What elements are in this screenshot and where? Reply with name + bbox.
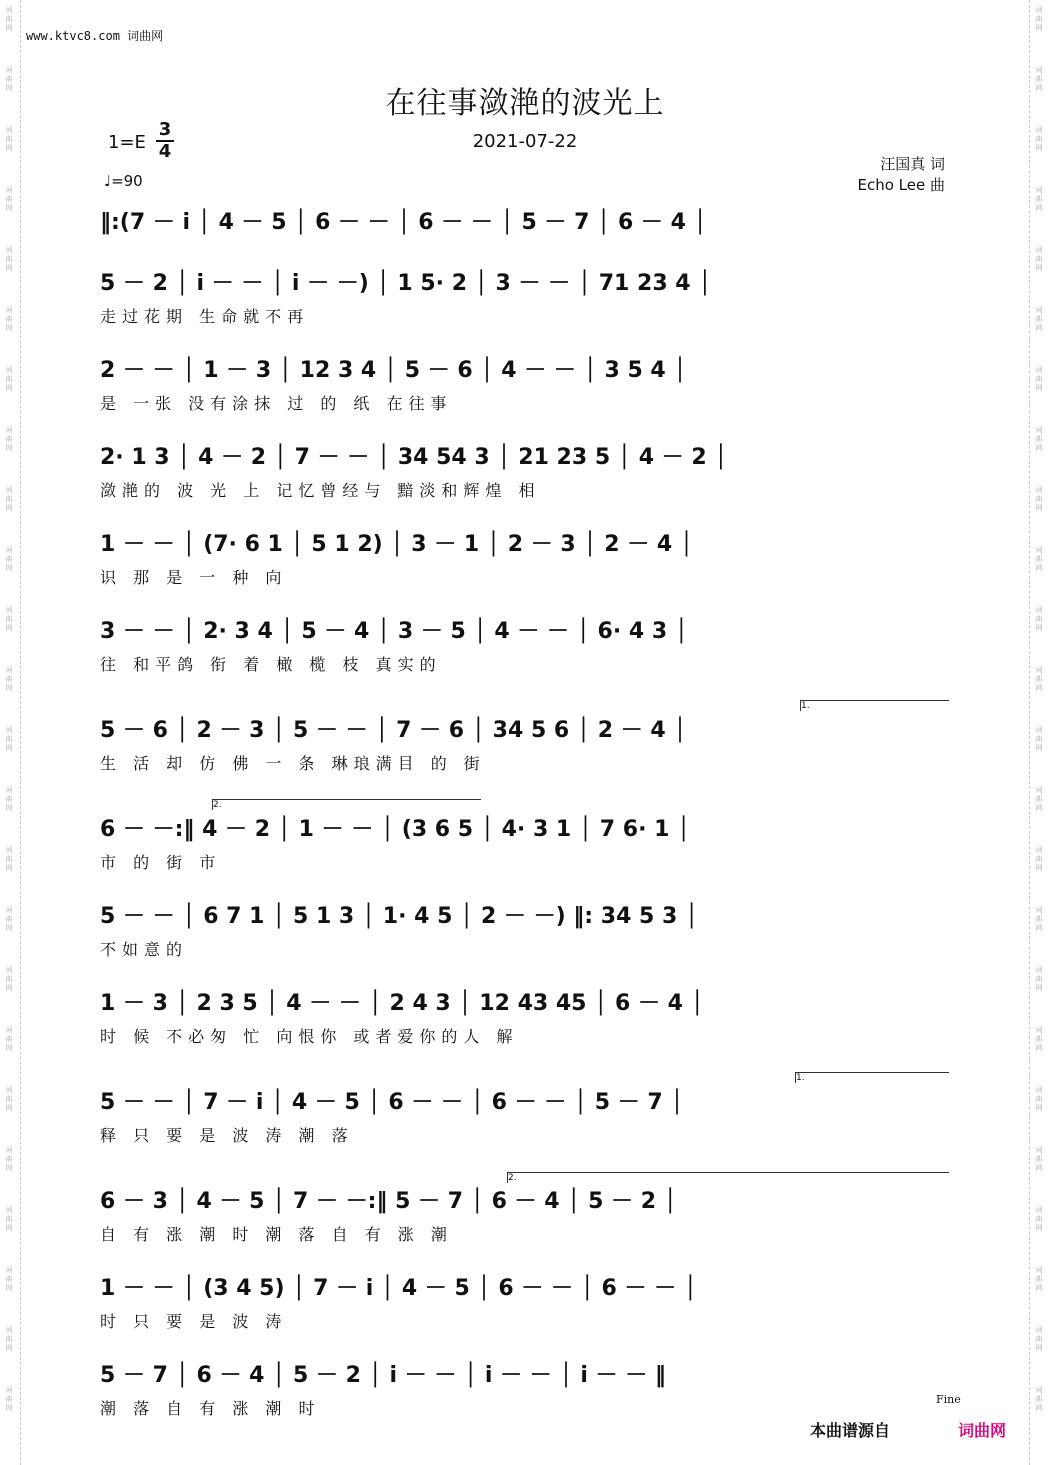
time-signature-bottom: 4 bbox=[156, 140, 174, 162]
side-watermark-text: 词 曲 网 bbox=[5, 846, 13, 872]
notes-row: 6 － －:‖ 4 － 2 │ 1 － － │ (3 6 5 │ 4· 3 1 │ 7 6· 1 │ bbox=[100, 817, 691, 842]
notes-row: 5 － － │ 6 7 1 │ 5 1 3 │ 1· 4 5 │ 2 － －) ‖: 34 5 3 │ bbox=[100, 904, 699, 929]
side-watermark-text: 词 曲 网 bbox=[1035, 846, 1043, 872]
lyricist-credit: 汪国真 词 bbox=[880, 155, 945, 173]
volta-1-marker: 1. bbox=[795, 1072, 949, 1083]
side-watermark-text: 词 曲 网 bbox=[1035, 6, 1043, 32]
side-watermark-text: 词 曲 网 bbox=[1035, 546, 1043, 572]
side-watermark-text: 词 曲 网 bbox=[1035, 966, 1043, 992]
side-watermark-text: 词 曲 网 bbox=[5, 546, 13, 572]
composer-credit: Echo Lee 曲 bbox=[857, 176, 945, 194]
score-line bbox=[0, 1271, 1050, 1351]
song-title: 在往事潋滟的波光上 bbox=[385, 86, 665, 121]
score-line bbox=[0, 1358, 1050, 1438]
lyrics-row: 不如意的 bbox=[100, 940, 189, 959]
side-watermark-text: 词 曲 网 bbox=[5, 1266, 13, 1292]
side-watermark-text: 词 曲 网 bbox=[1035, 66, 1043, 92]
notes-row: 5 － 6 │ 2 － 3 │ 5 － － │ 7 － 6 │ 34 5 6 │ 2 － 4 │ bbox=[100, 718, 687, 743]
lyrics-row: 潋滟的 波 光 上 记忆曾经与 黯淡和辉煌 相 bbox=[100, 481, 541, 500]
side-watermark-text: 词 曲 网 bbox=[1035, 906, 1043, 932]
side-watermark-text: 词 曲 网 bbox=[1035, 366, 1043, 392]
song-date: 2021-07-22 bbox=[472, 131, 578, 152]
side-watermark-text: 词 曲 网 bbox=[5, 666, 13, 692]
volta-1-marker: 1. bbox=[800, 700, 949, 711]
time-signature bbox=[156, 120, 174, 162]
notes-row: 1 － 3 │ 2 3 5 │ 4 － － │ 2 4 3 │ 12 43 45 │ 6 － 4 │ bbox=[100, 991, 704, 1016]
side-watermark-text: 词 曲 网 bbox=[1035, 1026, 1043, 1052]
score-line bbox=[0, 440, 1050, 520]
lyrics-row: 市 的 街 市 bbox=[100, 853, 222, 872]
side-watermark-text: 词 曲 网 bbox=[1035, 1146, 1043, 1172]
lyrics-row: 往 和平鸽 衔 着 橄 榄 枝 真实的 bbox=[100, 655, 442, 674]
side-watermark-text: 词 曲 网 bbox=[1035, 726, 1043, 752]
score-line bbox=[0, 713, 1050, 793]
volta-2-marker: 2. bbox=[507, 1172, 949, 1183]
fine-mark: Fine bbox=[936, 1393, 961, 1406]
footer-source: 本曲谱源自 bbox=[810, 1421, 891, 1440]
side-watermark-text: 词 曲 网 bbox=[5, 1146, 13, 1172]
side-watermark-text: 词 曲 网 bbox=[5, 306, 13, 332]
notes-row: 6 － 3 │ 4 － 5 │ 7 － －:‖ 5 － 7 │ 6 － 4 │ 5 － 2 │ bbox=[100, 1189, 677, 1214]
side-watermark-text: 词 曲 网 bbox=[1035, 1206, 1043, 1232]
lyrics-row: 时 只 要 是 波 涛 bbox=[100, 1312, 288, 1331]
notes-row: 2 － － │ 1 － 3 │ 12 3 4 │ 5 － 6 │ 4 － － │ 3 5 4 │ bbox=[100, 358, 687, 383]
side-watermark-text: 词 曲 网 bbox=[1035, 606, 1043, 632]
side-watermark-text: 词 曲 网 bbox=[5, 966, 13, 992]
score-line bbox=[0, 614, 1050, 694]
side-watermark-text: 词 曲 网 bbox=[5, 786, 13, 812]
side-watermark-text: 词 曲 网 bbox=[5, 1206, 13, 1232]
side-watermark-text: 词 曲 网 bbox=[5, 906, 13, 932]
side-watermark-text: 词 曲 网 bbox=[5, 186, 13, 212]
side-watermark-text: 词 曲 网 bbox=[1035, 486, 1043, 512]
notes-row: 1 － － │ (7· 6 1 │ 5 1 2) │ 3 － 1 │ 2 － 3 │ 2 － 4 │ bbox=[100, 532, 694, 557]
side-watermark-text: 词 曲 网 bbox=[1035, 1086, 1043, 1112]
lyrics-row: 潮 落 自 有 涨 潮 时 bbox=[100, 1399, 321, 1418]
side-watermark-text: 词 曲 网 bbox=[1035, 666, 1043, 692]
lyrics-row: 生 活 却 仿 佛 一 条 琳琅满目 的 街 bbox=[100, 754, 486, 773]
score-line bbox=[0, 899, 1050, 979]
side-watermark-text: 词 曲 网 bbox=[5, 486, 13, 512]
side-watermark-text: 词 曲 网 bbox=[5, 726, 13, 752]
side-watermark-text: 词 曲 网 bbox=[5, 426, 13, 452]
side-watermark-text: 词 曲 网 bbox=[5, 1386, 13, 1412]
lyrics-row: 释 只 要 是 波 涛 潮 落 bbox=[100, 1126, 354, 1145]
side-watermark-text: 词 曲 网 bbox=[1035, 246, 1043, 272]
side-watermark-text: 词 曲 网 bbox=[5, 1326, 13, 1352]
side-watermark-text: 词 曲 网 bbox=[5, 606, 13, 632]
side-watermark-text: 词 曲 网 bbox=[1035, 186, 1043, 212]
score-line bbox=[0, 986, 1050, 1066]
lyrics-row: 是 一张 没有涂抹 过 的 纸 在往事 bbox=[100, 394, 453, 413]
side-watermark-text: 词 曲 网 bbox=[5, 246, 13, 272]
score-line bbox=[0, 353, 1050, 433]
notes-row: 5 － 7 │ 6 － 4 │ 5 － 2 │ i － － │ i － － │ i － － ‖ bbox=[100, 1363, 666, 1388]
side-watermark-text: 词 曲 网 bbox=[1035, 126, 1043, 152]
lyrics-row: 走过花期 生命就不再 bbox=[100, 307, 310, 326]
notes-row: 3 － － │ 2· 3 4 │ 5 － 4 │ 3 － 5 │ 4 － － │ 6· 4 3 │ bbox=[100, 619, 689, 644]
side-watermark-text: 词 曲 网 bbox=[5, 126, 13, 152]
side-watermark-text: 词 曲 网 bbox=[1035, 306, 1043, 332]
side-watermark-text: 词 曲 网 bbox=[5, 6, 13, 32]
tempo-mark: ♩=90 bbox=[104, 172, 143, 190]
notes-row: ‖:(7 － i │ 4 － 5 │ 6 － － │ 6 － － │ 5 － 7 │ 6 － 4 │ bbox=[100, 210, 707, 235]
time-signature-top: 3 bbox=[158, 119, 172, 140]
footer-site-link[interactable]: 词曲网 bbox=[958, 1421, 1007, 1440]
side-watermark-text: 词 曲 网 bbox=[5, 366, 13, 392]
score-line bbox=[0, 812, 1050, 892]
key-signature: 1=E bbox=[108, 132, 146, 153]
volta-2-marker: 2. bbox=[212, 799, 481, 810]
notes-row: 5 － 2 │ i － － │ i － －) │ 1 5· 2 │ 3 － － │ 71 23 4 │ bbox=[100, 271, 712, 296]
score-line bbox=[0, 266, 1050, 346]
site-header[interactable]: www.ktvc8.com 词曲网 bbox=[26, 29, 164, 43]
side-watermark-text: 词 曲 网 bbox=[5, 66, 13, 92]
lyrics-row: 识 那 是 一 种 向 bbox=[100, 568, 288, 587]
notes-row: 1 － － │ (3 4 5) │ 7 － i │ 4 － 5 │ 6 － － │ 6 － － │ bbox=[100, 1276, 698, 1301]
side-watermark-text: 词 曲 网 bbox=[5, 1086, 13, 1112]
side-watermark-text: 词 曲 网 bbox=[5, 1026, 13, 1052]
side-watermark-text: 词 曲 网 bbox=[1035, 1386, 1043, 1412]
notes-row: 5 － － │ 7 － i │ 4 － 5 │ 6 － － │ 6 － － │ 5 － 7 │ bbox=[100, 1090, 684, 1115]
side-watermark-text: 词 曲 网 bbox=[1035, 1326, 1043, 1352]
lyrics-row: 时 候 不必匆 忙 向恨你 或者爱你的人 解 bbox=[100, 1027, 519, 1046]
side-watermark-text: 词 曲 网 bbox=[1035, 426, 1043, 452]
side-watermark-text: 词 曲 网 bbox=[1035, 1266, 1043, 1292]
lyrics-row: 自 有 涨 潮 时 潮 落 自 有 涨 潮 bbox=[100, 1225, 453, 1244]
score-line bbox=[0, 527, 1050, 607]
notes-row: 2· 1 3 │ 4 － 2 │ 7 － － │ 34 54 3 │ 21 23 5 │ 4 － 2 │ bbox=[100, 445, 728, 470]
score-line bbox=[0, 1085, 1050, 1165]
score-line bbox=[0, 1184, 1050, 1264]
side-watermark-text: 词 曲 网 bbox=[1035, 786, 1043, 812]
